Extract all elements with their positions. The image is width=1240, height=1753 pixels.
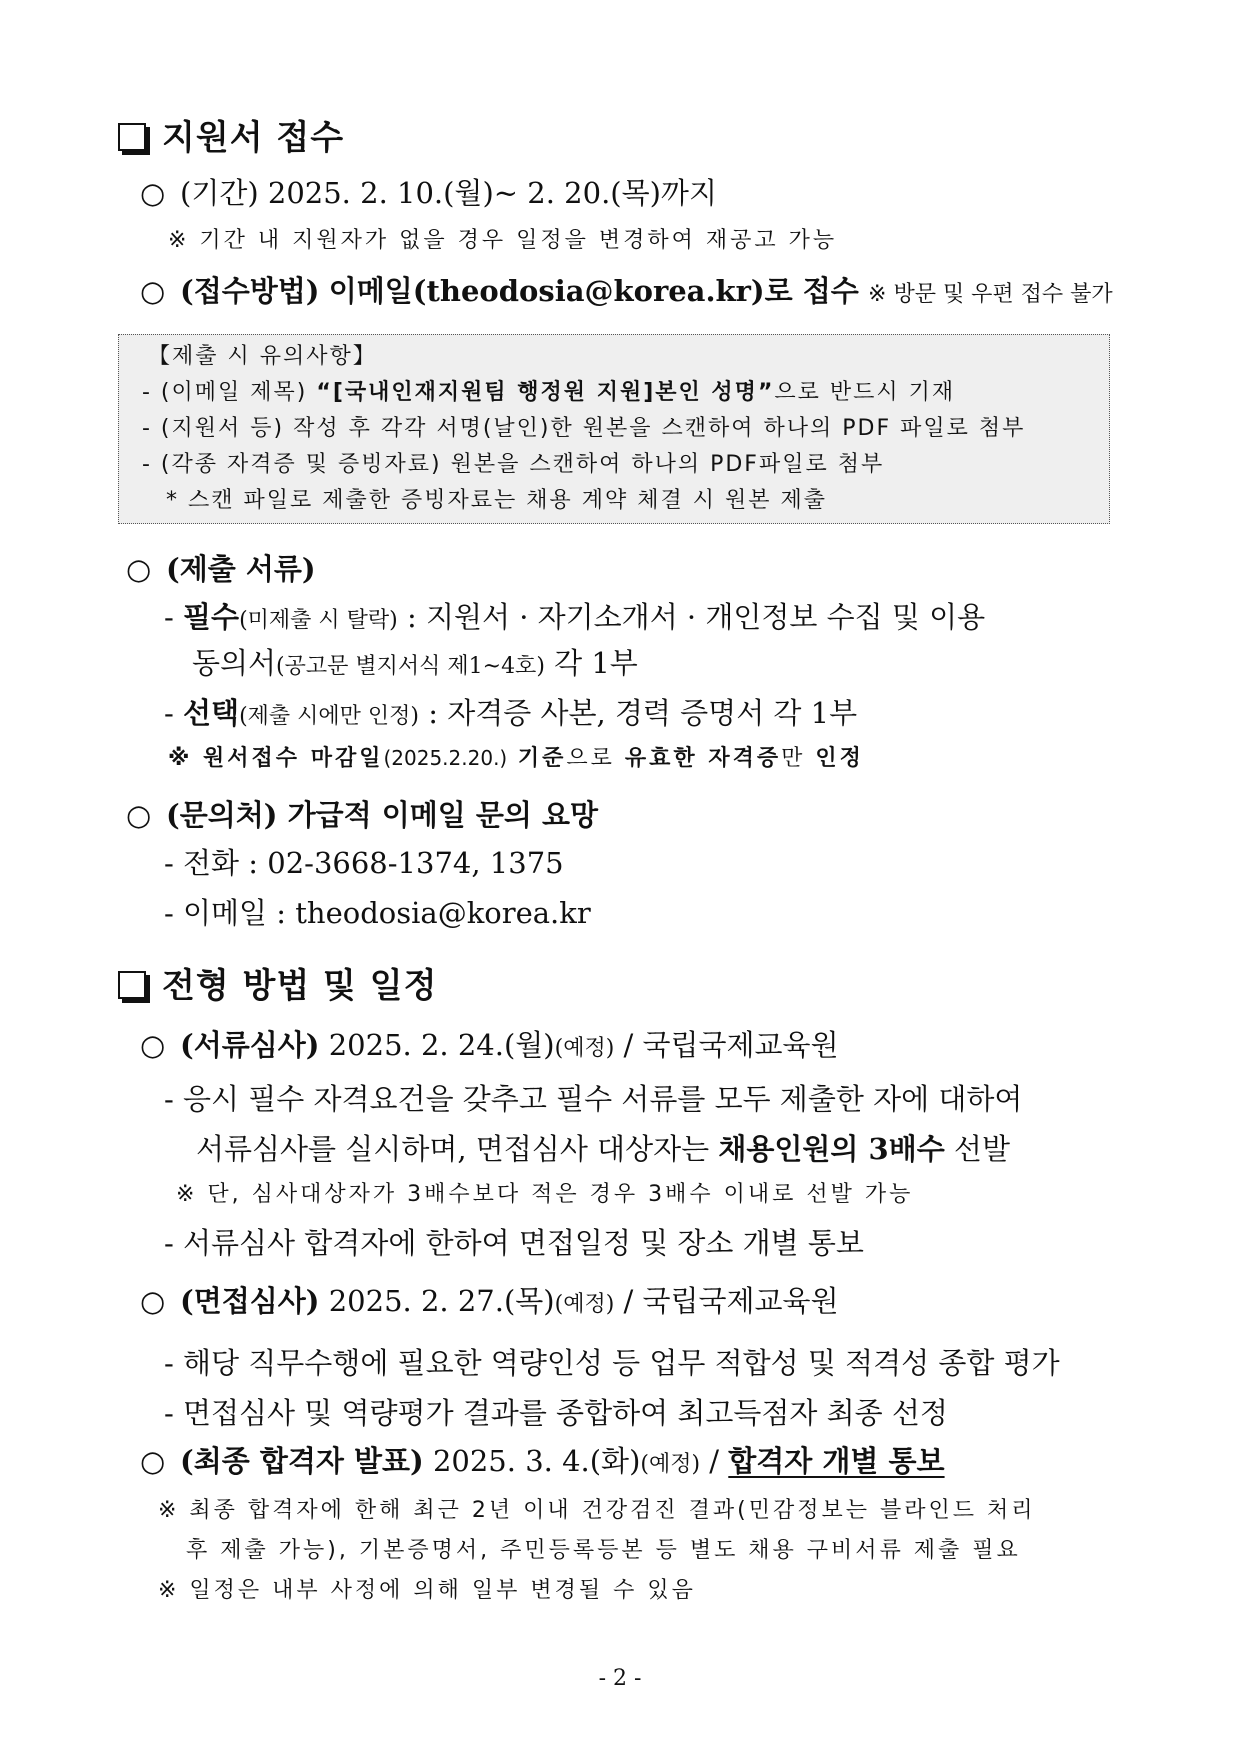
circle-bullet-icon: ○	[140, 1444, 166, 1478]
section-heading: 전형 방법 및 일정	[118, 966, 437, 1007]
notice-line: - (이메일 제목) “[국내인재지원팀 행정원 지원]본인 성명”으로 반드시 기재	[142, 380, 956, 405]
final-note: ※ 최종 합격자에 한해 최근 2년 이내 건강검진 결과(민감정보는 블라인드 처리	[158, 1498, 1036, 1523]
contact-item: ○ (문의처) 가급적 이메일 문의 요망	[126, 798, 599, 832]
circle-bullet-icon: ○	[126, 798, 152, 832]
contact-phone: - 전화 : 02-3668-1374, 1375	[164, 846, 564, 880]
method-item: ○ (접수방법) 이메일(theodosia@korea.kr)로 접수 ※ 방문 및 우편 접수 불가	[140, 274, 1113, 308]
optional-docs: - 선택(제출 시에만 인정) : 자격증 사본, 경력 증명서 각 1부	[164, 696, 858, 730]
interview-item: ○ (면접심사) 2025. 2. 27.(목)(예정) / 국립국제교육원	[140, 1284, 839, 1318]
period-note: ※ 기간 내 지원자가 없을 경우 일정을 변경하여 재공고 가능	[168, 228, 838, 253]
required-docs-cont: 동의서(공고문 별지서식 제1~4호) 각 1부	[192, 646, 638, 680]
required-docs: - 필수(미제출 시 탈락) : 지원서 · 자기소개서 · 개인정보 수집 및 이용	[164, 600, 986, 634]
notice-line: * 스캔 파일로 제출한 증빙자료는 채용 계약 체결 시 원본 제출	[166, 488, 827, 513]
notice-line: - (지원서 등) 작성 후 각각 서명(날인)한 원본을 스캔하여 하나의 PDF 파일로 첨부	[142, 416, 1026, 441]
circle-bullet-icon: ○	[140, 176, 166, 210]
notice-title: 【제출 시 유의사항】	[148, 344, 377, 369]
doc-review-line: - 응시 필수 자격요건을 갖추고 필수 서류를 모두 제출한 자에 대하여	[164, 1082, 1023, 1116]
period-item: ○ (기간) 2025. 2. 10.(월)~ 2. 20.(목)까지	[140, 176, 717, 210]
doc-review-note: ※ 단, 심사대상자가 3배수보다 적은 경우 3배수 이내로 선발 가능	[176, 1182, 914, 1207]
doc-review-item: ○ (서류심사) 2025. 2. 24.(월)(예정) / 국립국제교육원	[140, 1028, 839, 1062]
checkbox-square-icon	[118, 123, 146, 151]
notice-line: - (각종 자격증 및 증빙자료) 원본을 스캔하여 하나의 PDF파일로 첨부	[142, 452, 885, 477]
circle-bullet-icon: ○	[140, 274, 166, 308]
documents-item: ○ (제출 서류)	[126, 552, 316, 586]
contact-email: - 이메일 : theodosia@korea.kr	[164, 896, 591, 930]
page-number: - 2 -	[598, 1666, 642, 1691]
circle-bullet-icon: ○	[140, 1028, 166, 1062]
interview-line: - 해당 직무수행에 필요한 역량인성 등 업무 적합성 및 적격성 종합 평가	[164, 1346, 1060, 1380]
checkbox-square-icon	[118, 971, 146, 999]
interview-line: - 면접심사 및 역량평가 결과를 종합하여 최고득점자 최종 선정	[164, 1396, 948, 1430]
final-item: ○ (최종 합격자 발표) 2025. 3. 4.(화)(예정) / 합격자 개별 통보	[140, 1444, 945, 1478]
circle-bullet-icon: ○	[140, 1284, 166, 1318]
final-note-cont: 후 제출 가능), 기본증명서, 주민등록등본 등 별도 채용 구비서류 제출 필요	[186, 1538, 1021, 1563]
final-note: ※ 일정은 내부 사정에 의해 일부 변경될 수 있음	[158, 1578, 696, 1603]
section-heading: 지원서 접수	[118, 118, 344, 159]
documents-note: ※ 원서접수 마감일(2025.2.20.) 기준으로 유효한 자격증만 인정	[168, 746, 864, 771]
doc-review-line: - 서류심사 합격자에 한하여 면접일정 및 장소 개별 통보	[164, 1226, 864, 1260]
circle-bullet-icon: ○	[126, 552, 152, 586]
doc-review-line: 서류심사를 실시하며, 면접심사 대상자는 채용인원의 3배수 선발	[196, 1132, 1010, 1166]
